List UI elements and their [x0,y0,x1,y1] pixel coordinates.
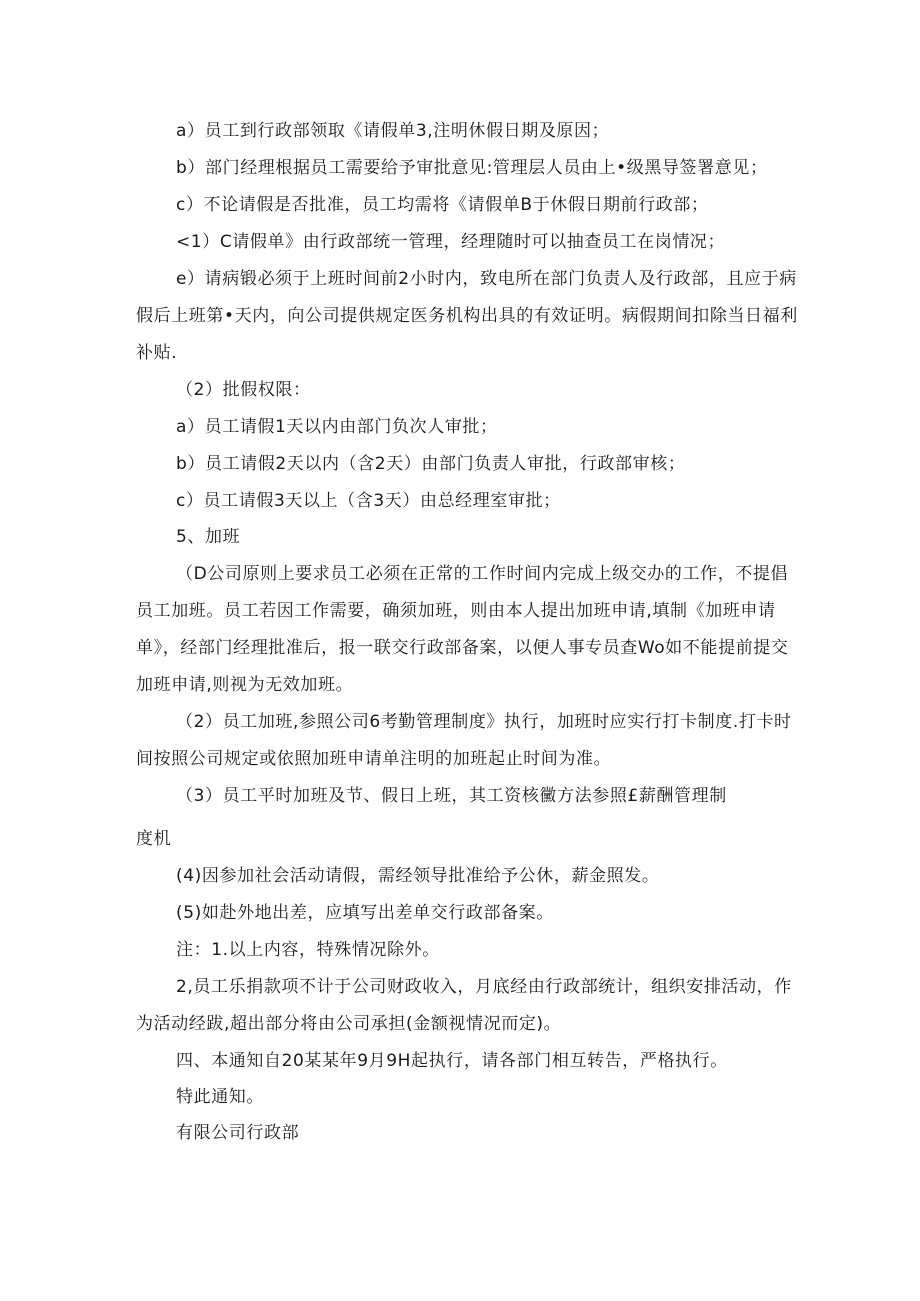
paragraph-line: c）不论请假是否批准，员工均需将《请假单B于休假日期前行政部； [176,195,709,215]
paragraph-line: 2,员工乐捐款项不计于公司财政收入，月底经由行政部统计，组织安排活动，作 [176,977,792,997]
paragraph-line: 度机 [136,829,172,849]
note-line: 注：1.以上内容，特殊情况除外。 [176,940,440,960]
paragraph-line: b）员工请假2天以内（含2天）由部门负责人审批，行政部审核； [176,454,686,474]
closing-line: 特此通知。 [176,1087,264,1107]
paragraph-line: 假后上班第•天内，向公司提供规定医务机构出具的有效证明。病假期间扣除当日福利 [136,306,798,326]
signature-line: 有限公司行政部 [176,1123,300,1143]
paragraph-line: (5)如赴外地出差，应填写出差单交行政部备案。 [176,903,554,923]
paragraph-line: （3）员工平时加班及节、假日上班，其工资核黴方法参照£薪酬管理制 [176,786,727,806]
paragraph-line: c）员工请假3天以上（含3天）由总经理室审批； [176,491,561,511]
paragraph-line: <1）C请假单》由行政部统一管理，经理随时可以抽查员工在岗情况； [176,232,726,252]
paragraph-line: 加班申请,则视为无效加班。 [136,675,354,695]
paragraph-line: （D公司原则上要求员工必须在正常的工作时间内完成上级交办的工作，不提倡 [176,564,789,584]
paragraph-line: (4)因参加社会活动请假，需经领导批准给予公休，薪金照发。 [176,866,660,886]
paragraph-line: （2）批假权限： [176,380,311,400]
paragraph-line: 为活动经跋,超出部分将由公司承担(金额视情况而定)。 [136,1014,562,1034]
section-heading: 5、加班 [176,527,241,547]
paragraph-line: 单》，经部门经理批准后，报一联交行政部备案，以便人事专员查Wo如不能提前提交 [136,638,789,658]
paragraph-line: b）部门经理根据员工需要给予审批意见:管理层人员由上•级黑导签署意见； [176,158,768,178]
paragraph-line: 间按照公司规定或依照加班申请单注明的加班起止时间为准。 [136,749,612,769]
paragraph-line: 员工加班。员工若因工作需要，确须加班，则由本人提出加班申请,填制《加班申请 [136,601,776,621]
paragraph-line: a）员工到行政部领取《请假单3,注明休假日期及原因； [176,121,610,141]
paragraph-line: a）员工请假1天以内由部门负次人审批； [176,417,498,437]
paragraph-line: 补贴. [136,343,178,363]
paragraph-line: （2）员工加班,参照公司6考勤管理制度》执行，加班时应实行打卡制度.打卡时 [176,712,792,732]
paragraph-line: e）请病锻必须于上班时间前2小时内，致电所在部门负责人及行政部，且应于病 [176,269,797,289]
paragraph-line: 四、本通知自20某某年9月9H起执行，请各部门相互转告，严格执行。 [176,1051,728,1071]
